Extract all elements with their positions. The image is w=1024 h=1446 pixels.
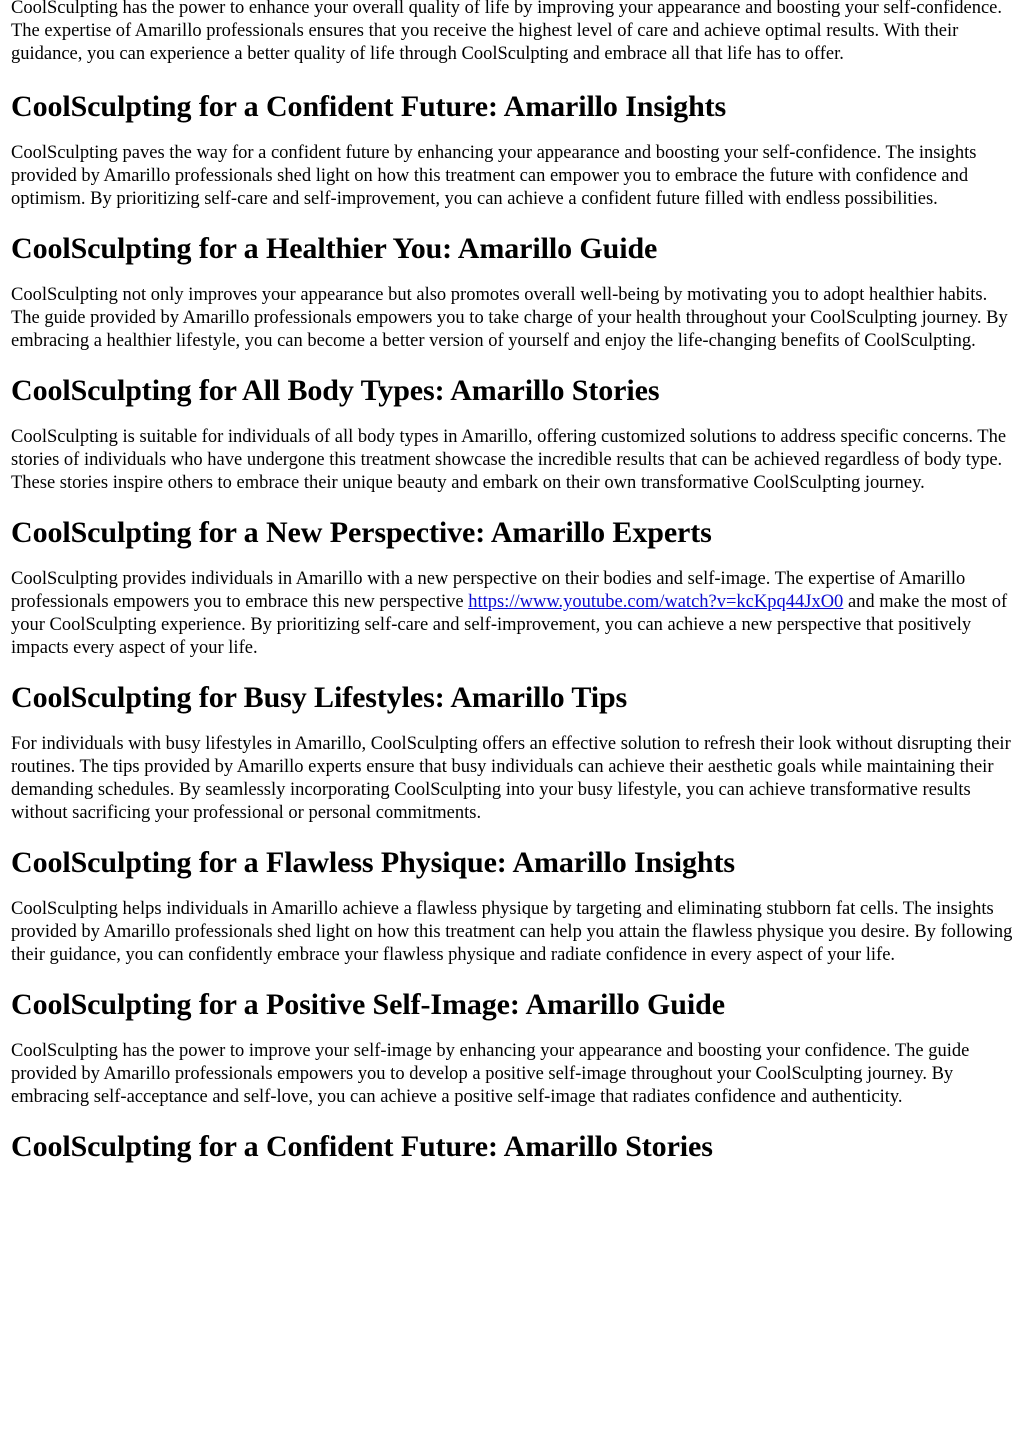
- section-paragraph: [11, 568, 1014, 660]
- section-paragraph: CoolSculpting not only improves your appearance but also promotes overall well-being by motivating you to adopt healthier habits. The guide provided by Amarillo professionals empowers you to take charge of your health throughout your CoolSculpting journey. By embracing a healthier lifestyle, you can become a better version of yourself and enjoy the life-changing benefits of CoolSculpting.: [11, 285, 1008, 351]
- section-heading: CoolSculpting for a Healthier You: Amarillo Guide: [11, 232, 658, 265]
- section-paragraph: CoolSculpting is suitable for individuals of all body types in Amarillo, offering customized solutions to address specific concerns. The stories of individuals who have undergone this treatment showcase the incredible results that can be achieved regardless of body type. These stories inspire others to embrace their unique beauty and embark on their own transformative CoolSculpting journey.: [11, 427, 1007, 493]
- section-heading: CoolSculpting for a Confident Future: Amarillo Stories: [11, 1130, 713, 1163]
- section-heading: CoolSculpting for a Flawless Physique: Amarillo Insights: [11, 846, 735, 879]
- section-heading: CoolSculpting for All Body Types: Amarillo Stories: [11, 374, 660, 407]
- intro-paragraph: CoolSculpting has the power to enhance your overall quality of life by improving your appearance and boosting your self-confidence. The expertise of Amarillo professionals ensures that you receive the highest level of care and achieve optimal results. With their guidance, you can experience a better quality of life through CoolSculpting and embrace all that life has to offer.: [11, 0, 1003, 64]
- paragraph-text: and make the most of your CoolSculpting experience. By prioritizing self-care and self-improvement, you can achieve a new perspective that positively impacts every aspect of your life.: [11, 592, 1008, 658]
- youtube-link[interactable]: https://www.youtube.com/watch?v=kcKpq44JxO0: [468, 592, 844, 612]
- section-heading: CoolSculpting for a New Perspective: Amarillo Experts: [11, 516, 712, 549]
- section-paragraph: CoolSculpting paves the way for a confident future by enhancing your appearance and boosting your self-confidence. The insights provided by Amarillo professionals shed light on how this treatment can empower you to embrace the future with confidence and optimism. By prioritizing self-care and self-improvement, you can achieve a confident future filled with endless possibilities.: [11, 143, 977, 209]
- section-paragraph: CoolSculpting has the power to improve your self-image by enhancing your appearance and boosting your confidence. The guide provided by Amarillo professionals empowers you to develop a positive self-image throughout your CoolSculpting journey. By embracing self-acceptance and self-love, you can achieve a positive self-image that radiates confidence and authenticity.: [11, 1041, 970, 1107]
- section-heading: CoolSculpting for a Positive Self-Image: Amarillo Guide: [11, 988, 725, 1021]
- section-heading: CoolSculpting for a Confident Future: Amarillo Insights: [11, 90, 727, 123]
- paragraph-text: CoolSculpting provides individuals in Amarillo with a new perspective on their bodies and self-image. The expertise of Amarillo professionals empowers you to embrace this new perspective: [11, 569, 966, 612]
- section-paragraph: For individuals with busy lifestyles in Amarillo, CoolSculpting offers an effective solution to refresh their look without disrupting their routines. The tips provided by Amarillo experts ensure that busy individuals can achieve their aesthetic goals while maintaining their demanding schedules. By seamlessly incorporating CoolSculpting into your busy lifestyle, you can achieve transformative results without sacrificing your professional or personal commitments.: [11, 734, 1011, 823]
- section-heading: CoolSculpting for Busy Lifestyles: Amarillo Tips: [11, 681, 628, 714]
- section-paragraph: CoolSculpting helps individuals in Amarillo achieve a flawless physique by targeting and eliminating stubborn fat cells. The insights provided by Amarillo professionals shed light on how this treatment can help you attain the flawless physique you desire. By following their guidance, you can confidently embrace your flawless physique and radiate confidence in every aspect of your life.: [11, 899, 1013, 965]
